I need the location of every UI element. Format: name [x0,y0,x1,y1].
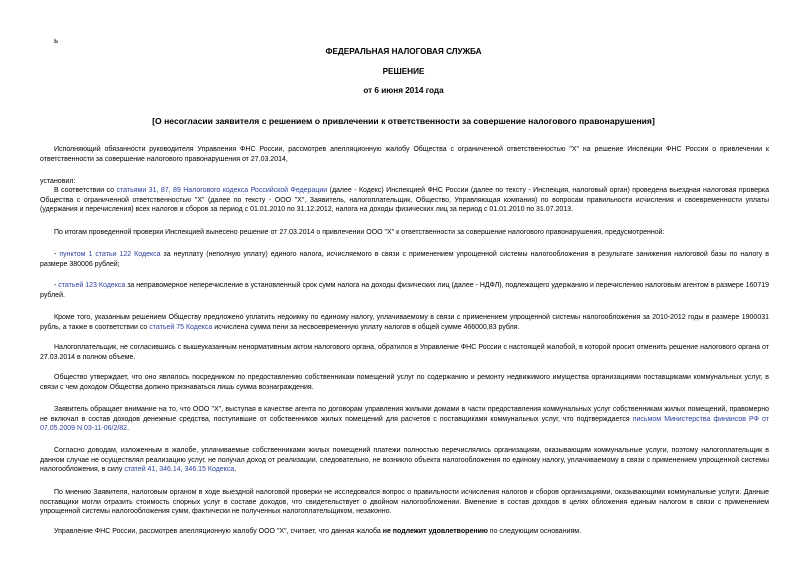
paragraph-audit [40,186,769,215]
paragraph-agent-argument [40,405,769,434]
paragraph-text: по следующим основаниям. [487,528,582,535]
paragraph-text: Кроме того, указанным решением Обществу предложено уплатить недоимку по единому налогу, уплачиваемому в связи с применением упрощенной системы налогообложения за 2010-2012 годы в размере 1900031 рубль, а также в соответствии со [40,314,769,331]
document-date: от 6 июня 2014 года [363,86,444,95]
paragraph-appeal-intro [40,145,769,164]
paragraph-text: По итогам проведенной проверки Инспекцией вынесено решение от 27.03.2014 о привлечении ООО "X" к ответственности за совершение налогового правонарушения, предусмотренной: [54,229,665,236]
paragraph-text: установил: [40,178,76,185]
paragraph-text: В соответствии со [54,187,117,194]
link-articles-41-346[interactable]: статей 41, 346.14, 346.15 Кодекса [124,466,235,474]
paragraph-conclusion [40,527,769,537]
paragraph-text: Заявитель обращает внимание на то, что ООО "X", выступая в качестве агента по договорам управления жилыми домами в части предоставления коммунальных услуг собственникам жилых помещений, правомерно не включал в состав доходов денежные средства, поступившие от собственников жилых помещений для расчетов с поставщиками коммунальных услуг, что подтверждается [40,406,769,423]
agency-name: ФЕДЕРАЛЬНАЯ НАЛОГОВАЯ СЛУЖБА [325,47,482,56]
paragraph-complaint [40,343,769,362]
paragraph-text: - [54,251,60,258]
paragraph-text: Согласно доводам, изложенным в жалобе, уплачиваемые собственниками жилых помещений платежи полностью перечислялись организациям, оказывающим коммунальные услуги, поэтому налогоплательщик в данном случае не осуществлял реализацию услуг, не получал доход от реализации, следовательно, не возникло объекта налогообложения по единому налогу, уплачиваемому в связи с применением упрощенной системы налогообложения, в силу [40,447,769,474]
paragraph-text: По мнению Заявителя, налоговым органом в ходе выездной налоговой проверки не исследовался вопрос о правильности исчисления налогов и сборов организациями, оказывающими коммунальные услуги. Данные поставщики могли отразить стоимость спорных услуг в составе доходов, что свидетельствует о двойном налогообложении. Вменение в состав доходов в целях обложения единым налогом в связи с применением упрощенной системы налогообложения сумм, фактически не полученных налогоплательщиком, незаконно. [40,489,769,516]
link-article-123[interactable]: статьей 123 Кодекса [58,282,126,289]
paragraph-claim-intermediary [40,373,769,392]
paragraph-text: (далее - Кодекс) Инспекцией ФНС России (далее по тексту - Инспекция, налоговый орган) проведена выездная налоговая проверка Общества с ограниченной ответственностью "X" (далее по тексту - ООО "X", Заявитель, налогоплательщик, Общество, Управляющая компания) по вопросам правильности исчисления и своевременности уплаты (удержания и перечисления) всех налогов и сборов за период с 01.01.2010 по 31.12.2012, налога на доходы физических лиц за период с 01.01.2010 по 31.07.2013. [40,187,769,214]
paragraph-text: за неуплату (неполную уплату) единого налога, исчисляемого в связи с применением упрощенной системы налогообложения в результате занижения налоговой базы по налогу в размере 380006 рублей; [40,251,769,268]
paragraph-text: Налогоплательщик, не согласившись с вышеуказанным ненормативным актом налогового органа, обратился в Управление ФНС России с настоящей жалобой, в которой просит отменить решение налогового органа от 27.03.2014 в полном объеме. [40,344,769,361]
paragraph-payments-argument [40,446,769,475]
link-tax-code-articles[interactable]: статьями 31, 87, 89 Налогового кодекса Российской Федерации [116,187,328,194]
link-article-75[interactable]: статьей 75 Кодекса [149,323,213,331]
paragraph-arrears [40,313,769,332]
paragraph-text: Общество утверждает, что оно являлось посредником по предоставлению собственникам помещений услуг по содержанию и ремонту недвижимого имущества организациями поставщиками коммунальных услуг, в связи с чем доходом Общества должно признаваться лишь сумма вознаграждения. [40,374,769,391]
link-article-122[interactable]: пунктом 1 статьи 122 Кодекса [59,251,161,258]
paragraph-text: . [127,425,130,433]
paragraph-text: исчислена сумма пени за несвоевременную уплату налогов в общей сумме 466000,83 рубля. [212,323,520,331]
paragraph-text: Исполняющий обязанности руководителя Управления ФНС России, рассмотрев апелляционную жалобу Общества с ограниченной ответственностью "X" на решение Инспекции ФНС России о привлечении к ответственности за совершение налогового правонарушения от 27.03.2014, [40,146,769,163]
corner-mark: ь [54,36,59,45]
paragraph-double-taxation [40,488,769,517]
document-subject: [О несогласии заявителя с решением о привлечении к ответственности за совершение налогового правонарушения] [152,116,655,126]
paragraph-text: . [234,466,237,474]
paragraph-text: за неправомерное неперечисление в установленный срок сумм налога на доходы физических лиц (далее - НДФЛ), подлежащего удержанию и перечислению налоговым агентом в размере 160719 рублей. [40,282,770,299]
link-ministry-letter[interactable]: письмом Министерства финансов РФ от 07.05.2009 N 03-11-06/2/82 [40,415,769,433]
paragraph-text: Управление ФНС России, рассмотрев апелляционную жалобу ООО "X", считает, что данная жалоба [54,528,383,535]
conclusion-emphasis: не подлежит удовлетворению [382,528,488,535]
paragraph-audit-result [40,228,769,238]
document-type: РЕШЕНИЕ [382,67,425,76]
paragraph-item-122 [40,250,769,269]
paragraph-text: - [54,282,59,289]
paragraph-item-123 [40,281,769,300]
